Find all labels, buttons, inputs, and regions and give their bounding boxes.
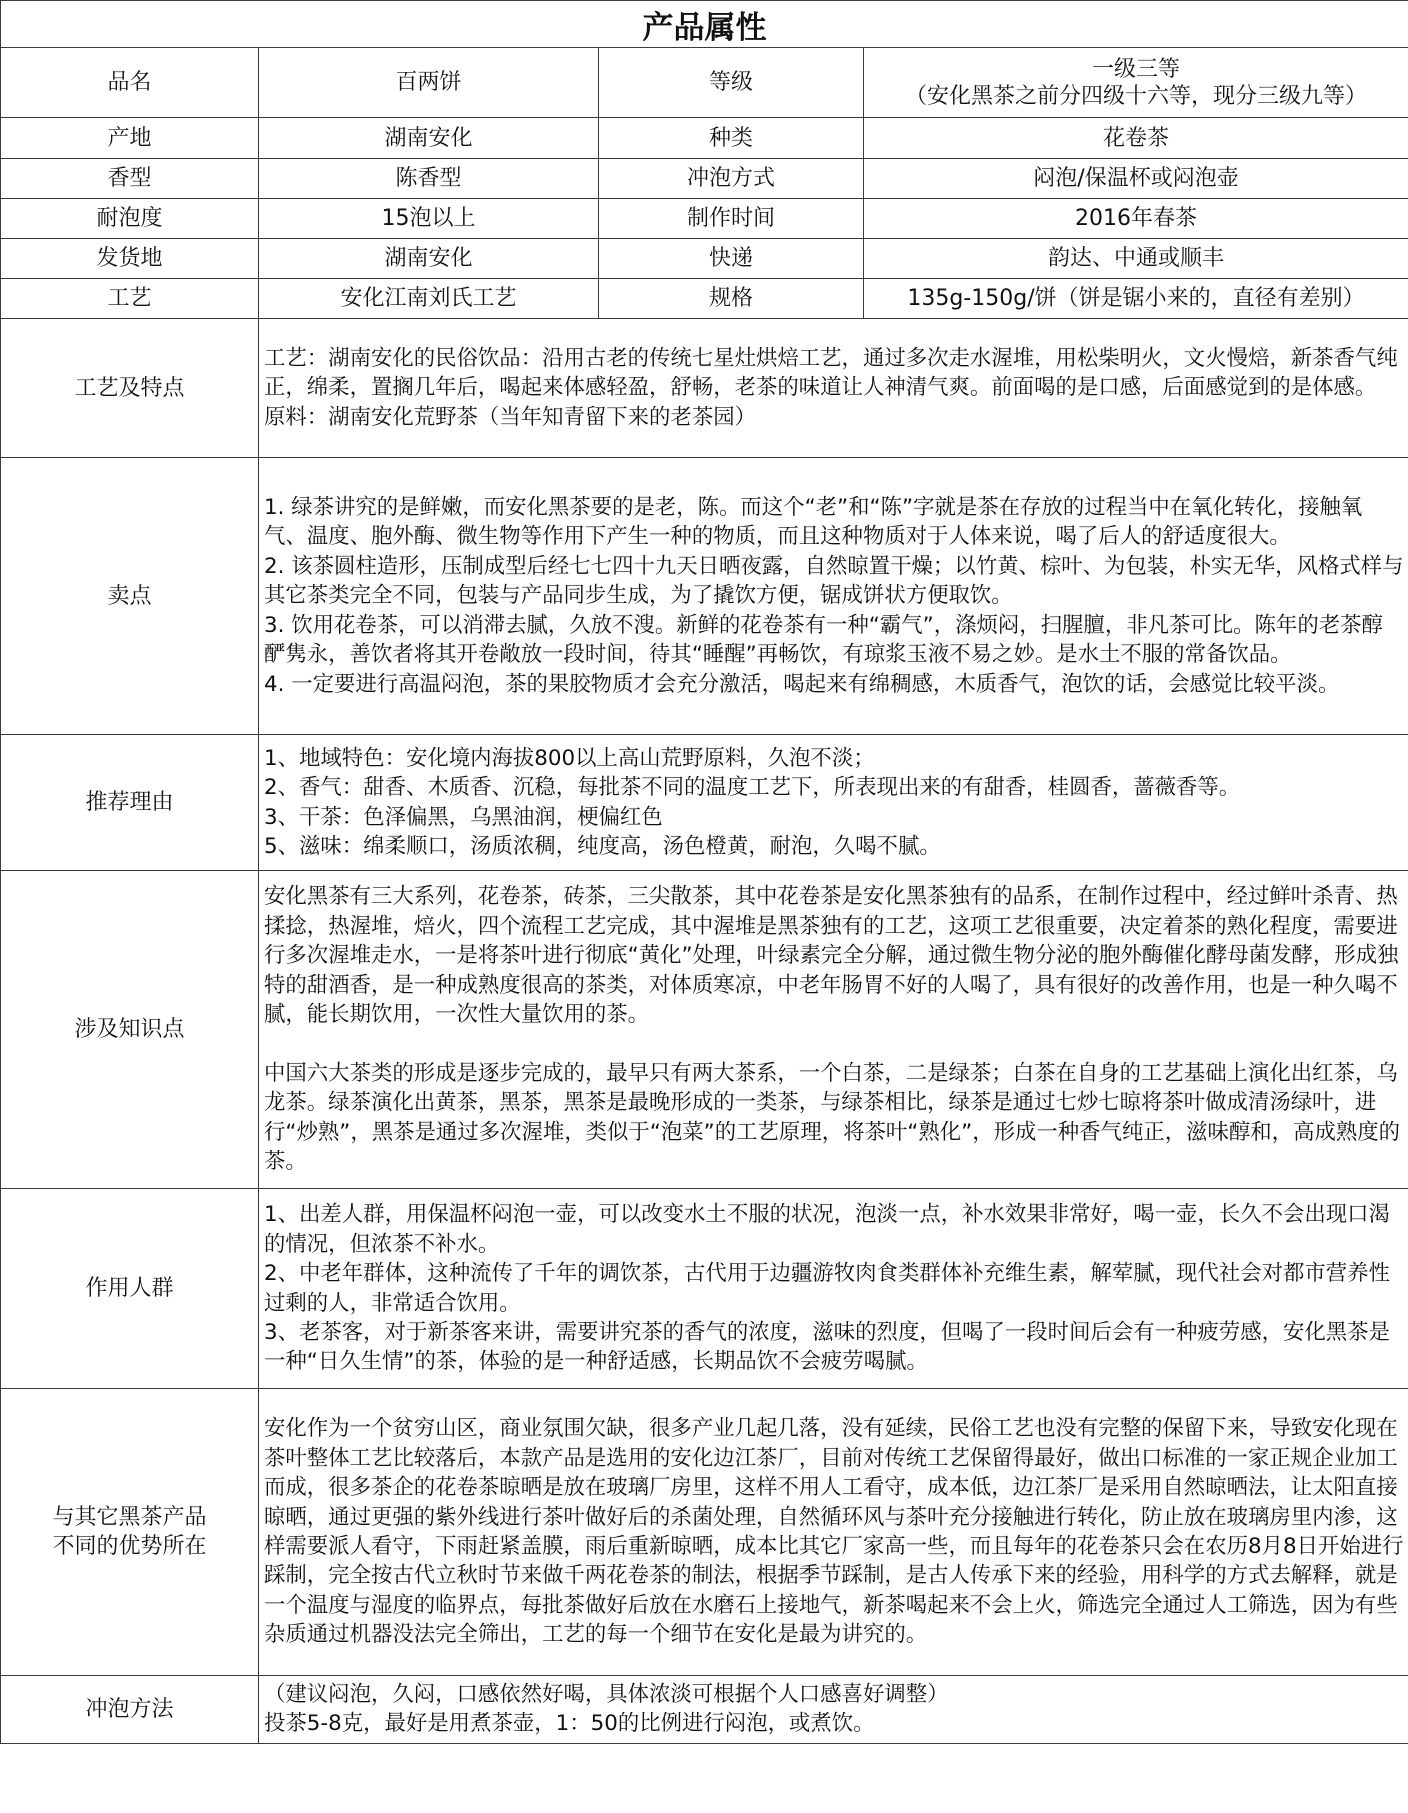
section-paragraph: 工艺：湖南安化的民俗饮品：沿用古老的传统七星灶烘焙工艺，通过多次走水渥堆，用松柴明火，文火慢焙，新茶香气纯正，绵柔，置搁几年后，喝起来体感轻盈，舒畅，老茶的味道让人神清气爽。前面喝的是口感，后面感觉到的是体感。 <box>264 345 1398 401</box>
attr-key: 产地 <box>1 118 259 159</box>
attr-key: 发货地 <box>1 239 259 279</box>
section-spacer <box>264 1030 1404 1059</box>
section-paragraph: 投茶5-8克，最好是用煮茶壶，1：50的比例进行闷泡，或煮饮。 <box>264 1711 875 1737</box>
section-label: 作用人群 <box>1 1189 259 1389</box>
attr-key: 快递 <box>599 239 864 279</box>
table-title: 产品属性 <box>1 1 1408 48</box>
section-label-line: 不同的优势所在 <box>52 1534 207 1559</box>
section-row-knowledge <box>1 871 1408 1189</box>
section-label: 卖点 <box>1 458 259 735</box>
section-label: 推荐理由 <box>1 735 259 871</box>
section-label: 冲泡方法 <box>1 1676 259 1744</box>
section-row-craft <box>1 319 1408 458</box>
section-paragraph: 1. 绿茶讲究的是鲜嫩，而安化黑茶要的是老，陈。而这个“老”和“陈”字就是茶在存放的过程当中在氧化转化，接触氧气、温度、胞外酶、微生物等作用下产生一种的物质，而且这种物质对于人体来说，喝了后人的舒适度很大。 <box>264 495 1363 550</box>
attr-key: 工艺 <box>1 279 259 319</box>
section-label-line: 与其它黑茶产品 <box>52 1505 207 1530</box>
attr-value: 湖南安化 <box>259 239 599 279</box>
section-content <box>259 1676 1408 1744</box>
section-content <box>259 319 1408 458</box>
attribute-row <box>1 199 1408 239</box>
attr-value-note: （安化黑茶之前分四级十六等，现分三级九等） <box>904 83 1367 109</box>
attr-key: 制作时间 <box>599 199 864 239</box>
section-paragraph: 3. 饮用花卷茶，可以消滞去腻，久放不溲。新鲜的花卷茶有一种“霸气”，涤烦闷，扫腥膻，非凡茶可比。陈年的老茶醇酽隽永，善饮者将其开卷敞放一段时间，待其“睡醒”再畅饮，有琼浆玉液不易之妙。是水土不服的常备饮品。 <box>264 612 1383 668</box>
attr-key: 品名 <box>1 48 259 118</box>
attribute-row <box>1 239 1408 279</box>
attr-key: 冲泡方式 <box>599 159 864 199</box>
section-row-brewing <box>1 1676 1408 1744</box>
attr-value: 一级三等 <box>1091 56 1180 82</box>
section-row-selling-points <box>1 458 1408 735</box>
section-paragraph: 安化黑茶有三大系列，花卷茶，砖茶，三尖散茶，其中花卷茶是安化黑茶独有的品系，在制作过程中，经过鲜叶杀青、热揉捻，热渥堆，焙火，四个流程工艺完成，其中渥堆是黑茶独有的工艺，这项工艺很重要，决定着茶的熟化程度，需要进行多次渥堆走水，一是将茶叶进行彻底“黄化”处理，叶绿素完全分解，通过微生物分泌的胞外酶催化酵母菌发酵，形成独特的甜酒香，是一种成熟度很高的茶类，对体质寒凉，中老年肠胃不好的人喝了，具有很好的改善作用，也是一种久喝不腻，能长期饮用，一次性大量饮用的茶。 <box>264 884 1399 1028</box>
attr-value: 安化江南刘氏工艺 <box>259 279 599 319</box>
section-paragraph: 原料：湖南安化荒野茶（当年知青留下来的老茶园） <box>264 404 756 430</box>
attr-value: 陈香型 <box>259 159 599 199</box>
attr-key: 香型 <box>1 159 259 199</box>
attr-value: 2016年春茶 <box>864 199 1408 239</box>
attr-key: 规格 <box>599 279 864 319</box>
section-row-reasons <box>1 735 1408 871</box>
attr-value: 135g-150g/饼（饼是锯小来的，直径有差别） <box>864 279 1408 319</box>
attribute-row <box>1 279 1408 319</box>
attr-key: 种类 <box>599 118 864 159</box>
section-paragraph: 3、老茶客，对于新茶客来讲，需要讲究茶的香气的浓度，滋味的烈度，但喝了一段时间后会有一种疲劳感，安化黑茶是一种“日久生情”的茶，体验的是一种舒适感，长期品饮不会疲劳喝腻。 <box>264 1319 1390 1375</box>
section-content <box>259 458 1408 735</box>
section-label <box>1 1389 259 1676</box>
attr-value: 韵达、中通或顺丰 <box>864 239 1408 279</box>
section-label: 工艺及特点 <box>1 319 259 458</box>
attr-value-cell <box>864 48 1408 118</box>
section-paragraph: 5、滋味：绵柔顺口，汤质浓稠，纯度高，汤色橙黄，耐泡，久喝不腻。 <box>264 833 941 859</box>
attr-key: 耐泡度 <box>1 199 259 239</box>
attr-value: 百两饼 <box>259 48 599 118</box>
section-paragraph: 4. 一定要进行高温闷泡，茶的果胶物质才会充分激活，喝起来有绵稠感，木质香气，泡饮的话，会感觉比较平淡。 <box>264 671 1340 697</box>
section-content <box>259 1189 1408 1389</box>
section-content <box>259 1389 1408 1676</box>
section-row-advantages <box>1 1389 1408 1676</box>
section-paragraph: 2、中老年群体，这种流传了千年的调饮茶，古代用于边疆游牧肉食类群体补充维生素，解荤腻，现代社会对都市营养性过剩的人，非常适合饮用。 <box>264 1261 1390 1316</box>
attr-key: 等级 <box>599 48 864 118</box>
section-paragraph: 1、出差人群，用保温杯闷泡一壶，可以改变水土不服的状况，泡淡一点，补水效果非常好，喝一壶，长久不会出现口渴的情况，但浓茶不补水。 <box>264 1202 1390 1257</box>
attr-value: 湖南安化 <box>259 118 599 159</box>
attribute-row <box>1 48 1408 118</box>
attr-value: 15泡以上 <box>259 199 599 239</box>
section-content <box>259 735 1408 871</box>
section-paragraph: 中国六大茶类的形成是逐步完成的，最早只有两大茶系，一个白茶，二是绿茶；白茶在自身的工艺基础上演化出红茶，乌龙茶。绿茶演化出黄茶，黑茶，黑茶是最晚形成的一类茶，与绿茶相比，绿茶是通过七炒七晾将茶叶做成清汤绿叶，进行“炒熟”，黑茶是通过多次渥堆，类似于“泡菜”的工艺原理，将茶叶“熟化”，形成一种香气纯正，滋味醇和，高成熟度的茶。 <box>264 1060 1401 1175</box>
section-row-audience <box>1 1189 1408 1389</box>
section-paragraph: （建议闷泡，久闷，口感依然好喝，具体浓淡可根据个人口感喜好调整） <box>264 1682 949 1707</box>
section-paragraph: 1、地域特色：安化境内海拔800以上高山荒野原料，久泡不淡； <box>264 745 875 771</box>
attribute-row <box>1 118 1408 159</box>
section-paragraph: 2、香气：甜香、木质香、沉稳，每批茶不同的温度工艺下，所表现出来的有甜香，桂圆香，蔷薇香等。 <box>264 775 1241 801</box>
attribute-row <box>1 159 1408 199</box>
attr-value: 闷泡/保温杯或闷泡壶 <box>864 159 1408 199</box>
section-paragraph: 2. 该茶圆柱造形，压制成型后经七七四十九天日晒夜露，自然晾置干燥；以竹黄、棕叶、为包装，朴实无华，风格式样与其它茶类完全不同，包装与产品同步生成，为了撬饮方便，锯成饼状方便取饮。 <box>264 553 1404 609</box>
section-content <box>259 871 1408 1189</box>
attr-value: 花卷茶 <box>864 118 1408 159</box>
section-paragraph: 安化作为一个贫穷山区，商业氛围欠缺，很多产业几起几落，没有延续，民俗工艺也没有完整的保留下来，导致安化现在茶叶整体工艺比较落后，本款产品是选用的安化边江茶厂，目前对传统工艺保留得最好，做出口标准的一家正规企业加工而成，很多茶企的花卷茶晾晒是放在玻璃厂房里，这样不用人工看守，成本低，边江茶厂是采用自然晾晒法，让太阳直接晾晒，通过更强的紫外线进行茶叶做好后的杀菌处理，自然循环风与茶叶充分接触进行转化，防止放在玻璃房里内渗，这样需要派人看守，下雨赶紧盖膜，雨后重新晾晒，成本比其它厂家高一些，而且每年的花卷茶只会在农历8月8日开始进行踩制，完全按古代立秋时节来做千两花卷茶的制法，根据季节踩制，是古人传承下来的经验，用科学的方式去解释，就是一个温度与湿度的临界点，每批茶做好后放在水磨石上接地气，新茶喝起来不会上火，筛选完全通过人工筛选，因为有些杂质通过机器没法完全筛出，工艺的每一个细节在安化是最为讲究的。 <box>264 1416 1404 1648</box>
section-label: 涉及知识点 <box>1 871 259 1189</box>
section-paragraph: 3、干茶：色泽偏黑，乌黑油润，梗偏红色 <box>264 804 663 830</box>
